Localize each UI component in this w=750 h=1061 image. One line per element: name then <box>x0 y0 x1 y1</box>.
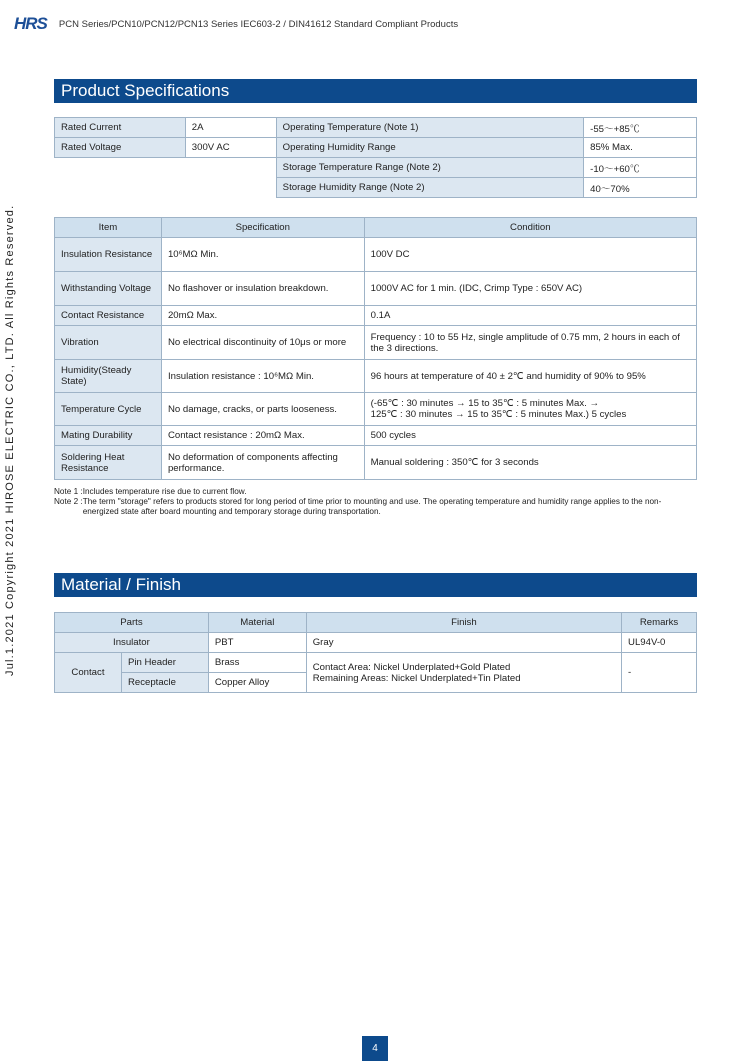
page-header <box>14 14 458 34</box>
column-header: Finish <box>306 613 621 633</box>
table-row <box>55 272 697 306</box>
specification-cell: 10⁶MΩ Min. <box>161 238 364 272</box>
ratings-label: Operating Humidity Range <box>276 138 583 158</box>
column-header: Specification <box>161 218 364 238</box>
condition-cell: 100V DC <box>364 238 696 272</box>
note-1 <box>54 487 697 497</box>
specification-cell: Insulation resistance : 10⁶MΩ Min. <box>161 360 364 393</box>
subpart-cell: Receptacle <box>121 673 208 693</box>
ratings-row <box>55 178 697 198</box>
note-text: Includes temperature rise due to current flow. <box>82 487 247 496</box>
ratings-value: 300V AC <box>185 138 276 158</box>
ratings-value: 2A <box>185 118 276 138</box>
ratings-value: -10～+60℃ <box>584 158 697 178</box>
item-cell: Insulation Resistance <box>55 238 162 272</box>
item-cell: Temperature Cycle <box>55 393 162 426</box>
finish-line: Remaining Areas: Nickel Underplated+Tin Plated <box>312 672 521 684</box>
condition-cell: 0.1A <box>364 306 696 326</box>
ratings-value: 40～70% <box>584 178 697 198</box>
material-cell: Copper Alloy <box>208 673 306 693</box>
ratings-label: Storage Temperature Range (Note 2) <box>276 158 583 178</box>
table-row <box>55 633 697 653</box>
material-cell: PBT <box>208 633 306 653</box>
column-header: Item <box>55 218 162 238</box>
table-row <box>55 426 697 446</box>
condition-cell: 500 cycles <box>364 426 696 446</box>
table-row <box>55 653 697 673</box>
ratings-value: 85% Max. <box>584 138 697 158</box>
table-row <box>55 238 697 272</box>
column-header: Remarks <box>622 613 697 633</box>
condition-cell: 96 hours at temperature of 40 ± 2℃ and humidity of 90% to 95% <box>364 360 696 393</box>
ratings-label: Operating Temperature (Note 1) <box>276 118 583 138</box>
finish-line: Contact Area: Nickel Underplated+Gold Plated <box>312 661 511 673</box>
specification-cell: No deformation of components affecting performance. <box>161 446 364 480</box>
notes <box>54 487 697 517</box>
page-number: 4 <box>362 1036 388 1061</box>
ratings-label: Rated Voltage <box>55 138 186 158</box>
ratings-value: -55～+85℃ <box>584 118 697 138</box>
item-cell: Vibration <box>55 326 162 360</box>
subpart-cell: Pin Header <box>121 653 208 673</box>
item-cell: Mating Durability <box>55 426 162 446</box>
specification-cell: No flashover or insulation breakdown. <box>161 272 364 306</box>
column-header: Condition <box>364 218 696 238</box>
item-cell: Withstanding Voltage <box>55 272 162 306</box>
copyright-side-text: Jul.1.2021 Copyright 2021 HIROSE ELECTRIC CO., LTD. All Rights Reserved. <box>4 204 16 676</box>
note-label: Note 2 : <box>54 497 83 506</box>
ratings-row <box>55 118 697 138</box>
hirose-logo: HRS <box>14 14 47 33</box>
table-row <box>55 306 697 326</box>
finish-cell <box>306 653 621 693</box>
condition-line: 125℃ : 30 minutes → 15 to 35℃ : 5 minutes Max.) 5 cycles <box>370 409 627 420</box>
material-header-row <box>55 613 697 633</box>
ratings-table <box>54 117 697 198</box>
specification-cell: Contact resistance : 20mΩ Max. <box>161 426 364 446</box>
part-cell: Contact <box>55 653 122 693</box>
specification-cell: No electrical discontinuity of 10μs or more <box>161 326 364 360</box>
table-row <box>55 326 697 360</box>
specification-cell: No damage, cracks, or parts looseness. <box>161 393 364 426</box>
condition-cell: Manual soldering : 350℃ for 3 seconds <box>364 446 696 480</box>
ratings-label: Storage Humidity Range (Note 2) <box>276 178 583 198</box>
specification-table <box>54 217 697 480</box>
header-title: PCN Series/PCN10/PCN12/PCN13 Series IEC603-2 / DIN41612 Standard Compliant Products <box>58 18 459 30</box>
finish-cell: Gray <box>306 633 621 653</box>
item-cell: Humidity(Steady State) <box>55 360 162 393</box>
condition-line: (-65℃ : 30 minutes → 15 to 35℃ : 5 minutes Max. → <box>370 398 600 409</box>
condition-cell: 1000V AC for 1 min. (IDC, Crimp Type : 650V AC) <box>364 272 696 306</box>
column-header: Material <box>208 613 306 633</box>
item-cell: Soldering Heat Resistance <box>55 446 162 480</box>
remarks-cell: - <box>622 653 697 693</box>
condition-cell <box>364 393 696 426</box>
material-cell: Brass <box>208 653 306 673</box>
part-cell: Insulator <box>55 633 209 653</box>
remarks-cell: UL94V-0 <box>622 633 697 653</box>
material-finish-heading: Material / Finish <box>54 573 697 597</box>
column-header: Parts <box>55 613 209 633</box>
ratings-row <box>55 138 697 158</box>
ratings-label: Rated Current <box>55 118 186 138</box>
item-cell: Contact Resistance <box>55 306 162 326</box>
condition-cell: Frequency : 10 to 55 Hz, single amplitude of 0.75 mm, 2 hours in each of the 3 directions. <box>364 326 696 360</box>
table-row <box>55 446 697 480</box>
note-text: The term "storage" refers to products stored for long period of time prior to mounting and use. The operating temperature and humidity range applies to the non-energized state after board mounting and temporary storage during transportation. <box>82 497 662 516</box>
table-row <box>55 393 697 426</box>
note-2 <box>54 497 697 517</box>
spec-header-row <box>55 218 697 238</box>
table-row <box>55 360 697 393</box>
note-label: Note 1 : <box>54 487 83 496</box>
ratings-row <box>55 158 697 178</box>
material-table <box>54 612 697 693</box>
product-specifications-heading: Product Specifications <box>54 79 697 103</box>
specification-cell: 20mΩ Max. <box>161 306 364 326</box>
